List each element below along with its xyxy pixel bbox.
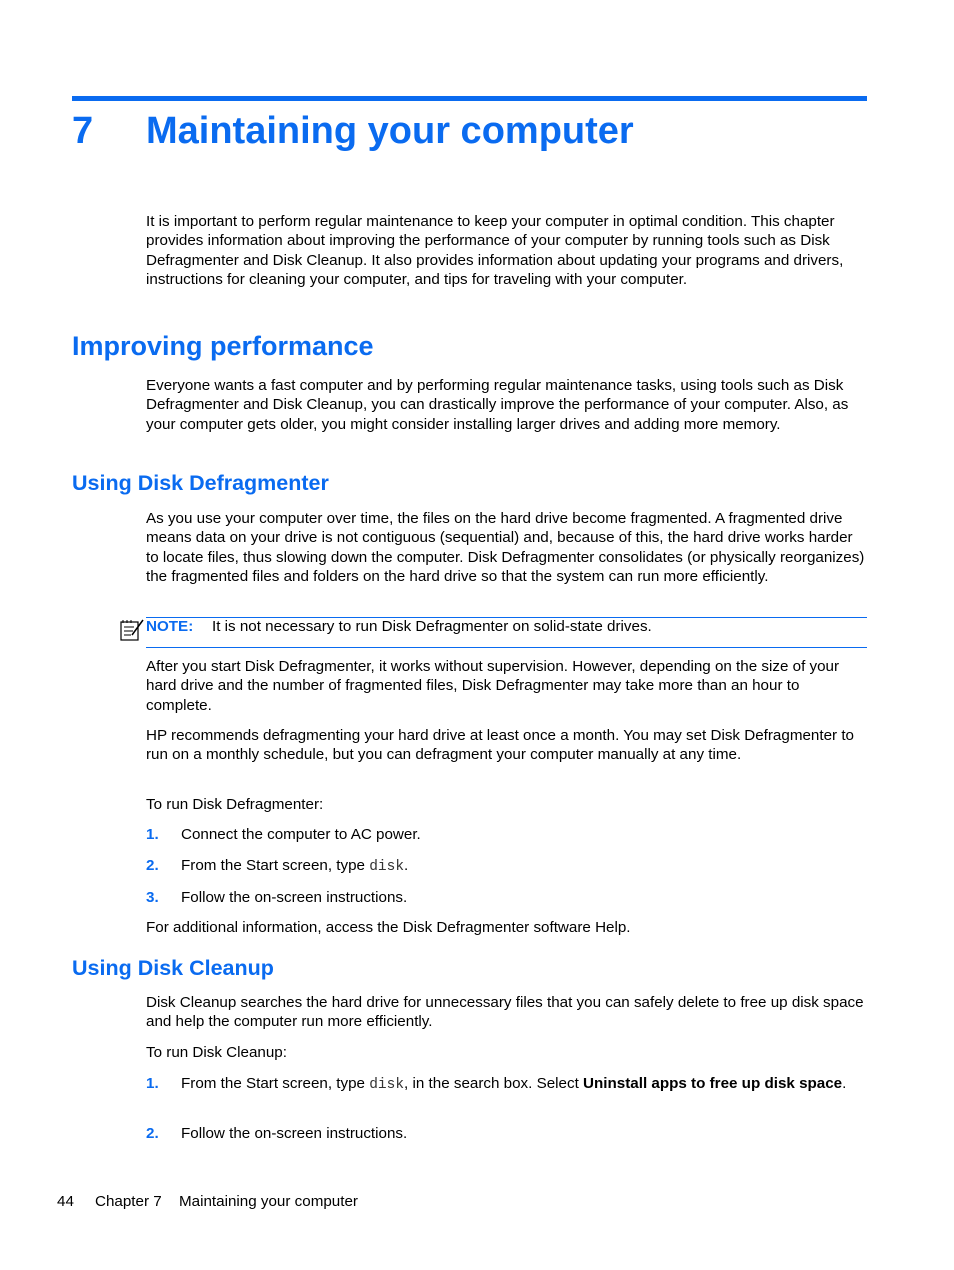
note-text: It is not necessary to run Disk Defragmenter on solid-state drives. (212, 618, 652, 635)
cleanup-step-text-mid: , in the search box. Select (404, 1075, 584, 1092)
chapter-number: 7 (72, 110, 94, 152)
cleanup-step-number: 1. (146, 1075, 159, 1092)
footer-chapter-title: Maintaining your computer (179, 1193, 358, 1210)
defrag-step-text-end: . (404, 857, 409, 874)
defrag-step-text: Connect the computer to AC power. (181, 826, 421, 843)
improving-paragraph: Everyone wants a fast computer and by performing regular maintenance tasks, using tools such as Disk Defragmenter and Disk Cleanup, you can drastically improve the performance of your computer. Also, as your computer gets older, you might consider installing larger drives and adding more memory. (146, 377, 849, 433)
defrag-step-text: Follow the on-screen instructions. (181, 889, 408, 906)
note-icon (119, 618, 145, 642)
subsection-heading-defrag: Using Disk Defragmenter (72, 471, 329, 495)
defrag-paragraph-5: For additional information, access the Disk Defragmenter software Help. (146, 919, 631, 936)
section-heading-improving: Improving performance (72, 331, 374, 361)
code-disk: disk (369, 1077, 405, 1093)
defrag-step-number: 3. (146, 889, 159, 906)
intro-paragraph: It is important to perform regular maintenance to keep your computer in optimal condition. This chapter provides information about improving the performance of your computer by running tools such as Disk Defragmenter and Disk Cleanup. It also provides information about updating your programs and drivers, instructions for cleaning your computer, and tips for traveling with your computer. (146, 213, 844, 289)
cleanup-step-number: 2. (146, 1125, 159, 1142)
defrag-step-text (181, 856, 861, 877)
defrag-step-text-part: From the Start screen, type (181, 857, 370, 874)
cleanup-step-text-end: . (842, 1075, 847, 1092)
cleanup-step-text (181, 1074, 861, 1095)
page-number: 44 (57, 1193, 74, 1210)
defrag-step-number: 1. (146, 826, 159, 843)
code-disk: disk (369, 859, 405, 875)
defrag-paragraph-2: After you start Disk Defragmenter, it works without supervision. However, depending on the size of your hard drive and the number of fragmented files, Disk Defragmenter may take more than an hour to complete. (146, 658, 840, 714)
defrag-step-number: 2. (146, 857, 159, 874)
note-bottom-rule (146, 647, 867, 648)
note-label: NOTE: (146, 618, 194, 635)
defrag-paragraph-4: To run Disk Defragmenter: (146, 796, 324, 813)
subsection-heading-cleanup: Using Disk Cleanup (72, 956, 274, 980)
defrag-paragraph-1: As you use your computer over time, the files on the hard drive become fragmented. A fragmented drive means data on your drive is not contiguous (sequential) and, because of this, the hard drive works harder to locate files, thus slowing down the computer. Disk Defragmenter consolidates (or physically reorganizes) the fragmented files and folders on the hard drive so that the system can run more efficiently. (146, 510, 865, 586)
cleanup-step-bold: Uninstall apps to free up disk space (583, 1075, 843, 1092)
cleanup-step-text: Follow the on-screen instructions. (181, 1125, 408, 1142)
defrag-paragraph-3: HP recommends defragmenting your hard drive at least once a month. You may set Disk Defragmenter to run on a monthly schedule, but you can defragment your computer manually at any time. (146, 727, 854, 764)
cleanup-step-text-part: From the Start screen, type (181, 1075, 370, 1092)
footer-chapter-label: Chapter 7 (95, 1193, 162, 1210)
chapter-title: Maintaining your computer (146, 110, 634, 152)
chapter-top-rule (72, 96, 867, 101)
cleanup-paragraph-2: To run Disk Cleanup: (146, 1044, 287, 1061)
cleanup-paragraph-1: Disk Cleanup searches the hard drive for unnecessary files that you can safely delete to free up disk space and help the computer run more efficiently. (146, 994, 864, 1031)
